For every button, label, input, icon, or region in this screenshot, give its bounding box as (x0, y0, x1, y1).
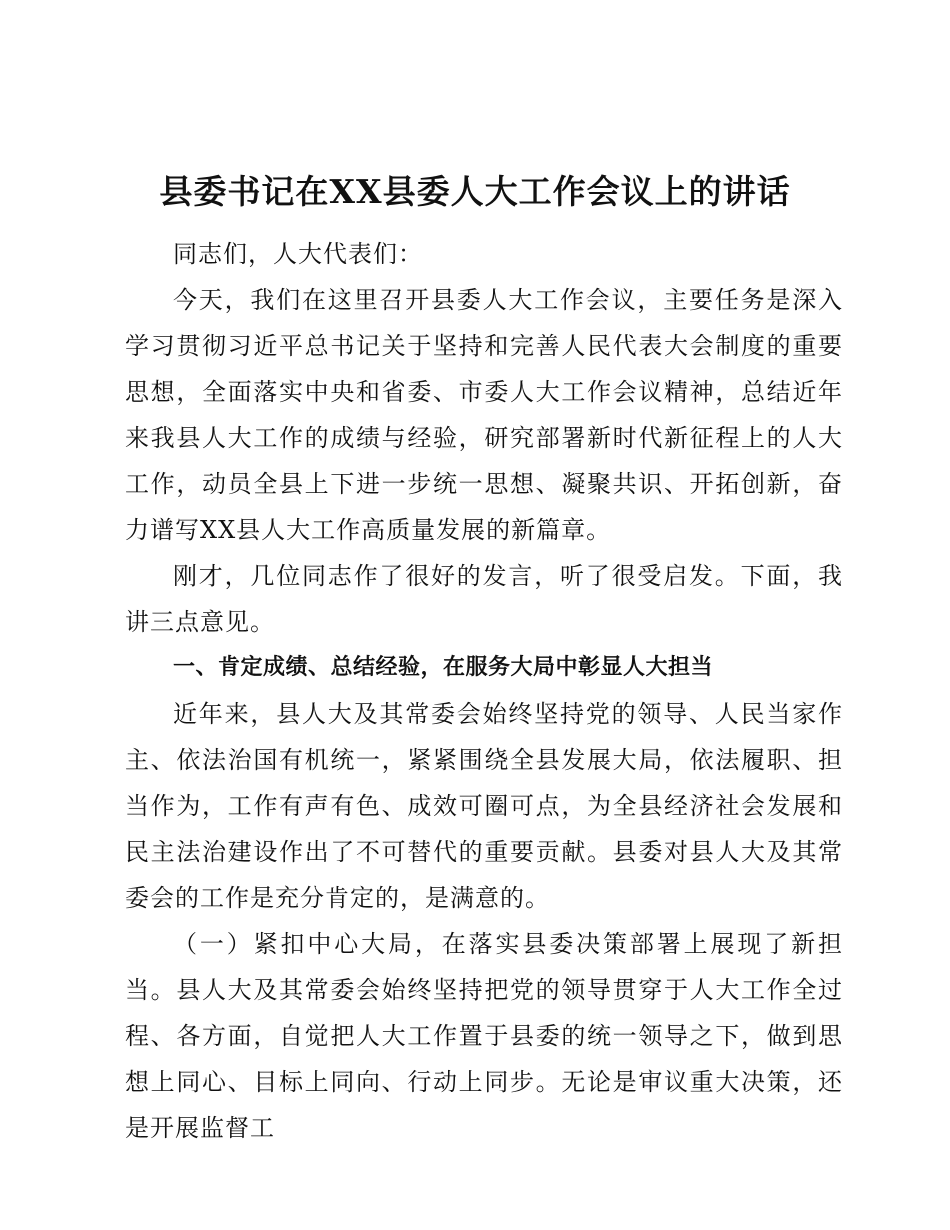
subsection-1-paragraph (125, 921, 843, 1151)
document-title: 县委书记在XX县委人大工作会议上的讲话 (159, 172, 791, 211)
section-1-paragraph: 近年来，县人大及其常委会始终坚持党的领导、人民当家作主、依法治国有机统一，紧紧围绕全县发展大局，依法履职、担当作为，工作有声有色、成效可圈可点，为全县经济社会发展和民主法治建设作出了不可替代的重要贡献。县委对县人大及其常委会的工作是充分肯定的，是满意的。 (125, 700, 843, 912)
paragraph-intro: 今天，我们在这里召开县委人大工作会议，主要任务是深入学习贯彻习近平总书记关于坚持和完善人民代表大会制度的重要思想，全面落实中央和省委、市委人大工作会议精神，总结近年来我县人大工作的成绩与经验，研究部署新时代新征程上的人大工作，动员全县上下进一步统一思想、凝聚共识、开拓创新，奋力谱写XX县人大工作高质量发展的新篇章。 (125, 286, 843, 544)
salutation: 同志们，人大代表们： (173, 240, 423, 268)
subsection-1-lead: （一）紧扣中心大局，在落实县委决策部署上展现了新担当。 (125, 930, 843, 1004)
section-heading-1: 一、肯定成绩、总结经验，在服务大局中彰显人大担当 (173, 655, 714, 680)
document-body (125, 231, 843, 1151)
paragraph-transition: 刚才，几位同志作了很好的发言，听了很受启发。下面，我讲三点意见。 (125, 562, 843, 636)
subsection-1-text: 县人大及其常委会始终坚持把党的领导贯穿于人大工作全过程、各方面，自觉把人大工作置于县委的统一领导之下，做到思想上同心、目标上同向、行动上同步。无论是审议重大决策，还是开展监督工 (125, 976, 844, 1142)
